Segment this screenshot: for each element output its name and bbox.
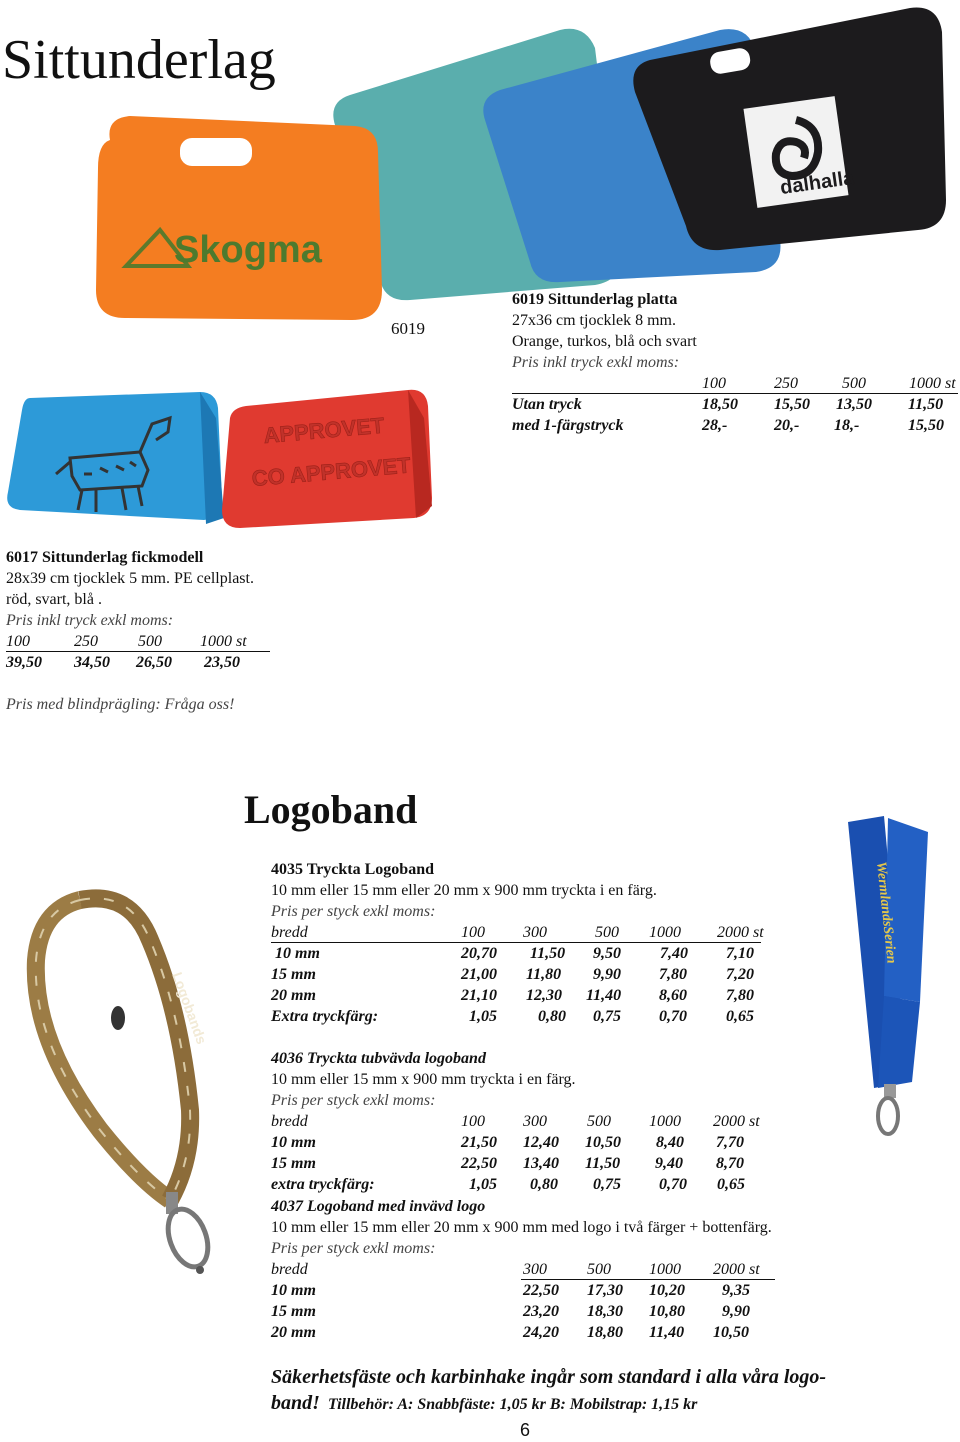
col-header: 300 <box>523 924 547 941</box>
product-4036-title: 4036 Tryckta tubvävda logoband <box>271 1050 486 1067</box>
cell: 13,40 <box>523 1155 559 1172</box>
product-6017-colors: röd, svart, blå . <box>6 591 102 608</box>
cell: 39,50 <box>6 654 42 671</box>
product-4037-desc: 10 mm eller 15 mm eller 20 mm x 900 mm med logo i två färger + bottenfärg. <box>271 1219 772 1236</box>
footer-line2 <box>271 1390 697 1418</box>
cell: 23,50 <box>204 654 240 671</box>
cell: 11,80 <box>526 966 562 983</box>
row-label: 10 mm <box>271 1134 316 1151</box>
product-4037-price-note: Pris per styck exkl moms: <box>271 1240 436 1257</box>
footer-standard-note: Säkerhetsfäste och karbinhake ingår som standard i alla våra logo- <box>271 1366 827 1388</box>
cell: 0,65 <box>717 1176 745 1193</box>
cell: 18,30 <box>587 1303 623 1320</box>
col-header: 1000 <box>649 1261 681 1278</box>
cell: 8,60 <box>659 987 687 1004</box>
product-6019-price-note: Pris inkl tryck exkl moms: <box>512 354 680 371</box>
cell: 20,70 <box>461 945 497 962</box>
col-header: bredd <box>271 1261 308 1278</box>
cell: 15,50 <box>908 417 944 434</box>
product-6017-title: 6017 Sittunderlag fickmodell <box>6 549 204 566</box>
row-label: 15 mm <box>271 1155 316 1172</box>
cell: 9,90 <box>593 966 621 983</box>
cell: 10,80 <box>649 1303 685 1320</box>
cell: 10,50 <box>585 1134 621 1151</box>
pocket-pads-image <box>0 378 440 538</box>
tan-lanyard-image <box>20 880 250 1280</box>
cell: 8,40 <box>656 1134 684 1151</box>
price-table-6019-header <box>512 373 960 394</box>
col-header: 1000 st <box>909 375 956 392</box>
table-row <box>271 1322 791 1343</box>
col-header: 2000 st <box>713 1113 760 1130</box>
cell: 1,05 <box>469 1008 497 1025</box>
dalhalla-logo-text: dalhalla <box>778 166 856 200</box>
cell: 23,20 <box>523 1303 559 1320</box>
cell: 11,50 <box>530 945 566 962</box>
cell: 12,40 <box>523 1134 559 1151</box>
row-label: 20 mm <box>271 1324 316 1341</box>
seat-pads-image <box>80 0 960 330</box>
product-6019-colors: Orange, turkos, blå och svart <box>512 333 697 350</box>
blue-lanyard-image <box>828 812 958 1142</box>
col-header: 100 <box>461 924 485 941</box>
cell: 17,30 <box>587 1282 623 1299</box>
col-header: 100 <box>6 633 30 650</box>
table-row <box>512 394 960 415</box>
cell: 13,50 <box>836 396 872 413</box>
cell: 28,- <box>702 417 728 434</box>
price-table-6017-header <box>6 631 276 652</box>
col-header: bredd <box>271 924 308 941</box>
col-header: 2000 st <box>713 1261 760 1278</box>
page-number: 6 <box>520 1420 531 1440</box>
row-label: 15 mm <box>271 966 316 983</box>
cell: 22,50 <box>461 1155 497 1172</box>
cell: 0,70 <box>659 1008 687 1025</box>
col-header: 300 <box>523 1113 547 1130</box>
cell: 21,10 <box>461 987 497 1004</box>
row-label: Extra tryckfärg: <box>271 1008 379 1025</box>
col-header: 500 <box>587 1261 611 1278</box>
table-row <box>271 1280 791 1301</box>
cell: 11,40 <box>649 1324 685 1341</box>
cell: 26,50 <box>136 654 172 671</box>
cell: 7,10 <box>726 945 754 962</box>
blind-embossing-note: Pris med blindprägling: Fråga oss! <box>6 696 235 713</box>
table-row <box>271 964 791 985</box>
product-4036-price-note: Pris per styck exkl moms: <box>271 1092 436 1109</box>
cell: 15,50 <box>774 396 810 413</box>
footer-accessories: Tillbehör: A: Snabbfäste: 1,05 kr B: Mobilstrap: 1,15 kr <box>327 1396 698 1413</box>
cell: 7,20 <box>726 966 754 983</box>
product-6017-price-note: Pris inkl tryck exkl moms: <box>6 612 174 629</box>
cell: 0,75 <box>593 1176 621 1193</box>
table-row <box>6 652 276 673</box>
col-header: 300 <box>523 1261 547 1278</box>
row-label: 10 mm <box>275 945 320 962</box>
cell: 0,80 <box>530 1176 558 1193</box>
cell: 0,65 <box>726 1008 754 1025</box>
row-label: 10 mm <box>271 1282 316 1299</box>
product-6019-size: 27x36 cm tjocklek 8 mm. <box>512 312 676 329</box>
col-header: 500 <box>138 633 162 650</box>
table-row <box>271 1006 791 1027</box>
product-4035-price-note: Pris per styck exkl moms: <box>271 903 436 920</box>
product-4035-desc: 10 mm eller 15 mm eller 20 mm x 900 mm tryckta i en färg. <box>271 882 657 899</box>
col-header: 500 <box>587 1113 611 1130</box>
product-6019-title: 6019 Sittunderlag platta <box>512 291 678 308</box>
emboss-text: APPROVET <box>262 412 386 449</box>
cell: 24,20 <box>523 1324 559 1341</box>
emboss-text: CO APPROVET <box>250 452 412 492</box>
cell: 21,50 <box>461 1134 497 1151</box>
product-4037-title: 4037 Logoband med invävd logo <box>271 1198 486 1215</box>
cell: 21,00 <box>461 966 497 983</box>
row-label: 15 mm <box>271 1303 316 1320</box>
table-row <box>271 1174 791 1195</box>
cell: 7,40 <box>660 945 688 962</box>
price-table-4037-header <box>271 1259 791 1280</box>
cell: 1,05 <box>469 1176 497 1193</box>
product-code-6019: 6019 <box>391 319 425 338</box>
cell: 9,40 <box>655 1155 683 1172</box>
table-row <box>512 415 960 436</box>
cell: 0,70 <box>659 1176 687 1193</box>
col-header: bredd <box>271 1113 308 1130</box>
table-row <box>271 1153 791 1174</box>
row-label: med 1-färgstryck <box>512 417 624 434</box>
product-4035-title: 4035 Tryckta Logoband <box>271 861 434 878</box>
skogma-logo-text: Skogma <box>174 229 322 271</box>
price-table-4035-header <box>271 922 791 943</box>
cell: 0,75 <box>593 1008 621 1025</box>
col-header: 500 <box>595 924 619 941</box>
cell: 9,50 <box>593 945 621 962</box>
product-6017-size: 28x39 cm tjocklek 5 mm. PE cellplast. <box>6 570 254 587</box>
col-header: 250 <box>74 633 98 650</box>
col-header: 2000 st <box>717 924 764 941</box>
row-label: 20 mm <box>271 987 316 1004</box>
col-header: 1000 <box>649 1113 681 1130</box>
cell: 7,70 <box>716 1134 744 1151</box>
product-4036-desc: 10 mm eller 15 mm x 900 mm tryckta i en färg. <box>271 1071 576 1088</box>
row-label: extra tryckfärg: <box>271 1176 375 1193</box>
col-header: 250 <box>774 375 798 392</box>
table-row <box>271 1132 791 1153</box>
cell: 12,30 <box>526 987 562 1004</box>
cell: 20,- <box>774 417 800 434</box>
lanyard-print-text: Logobands <box>169 969 210 1047</box>
cell: 11,50 <box>585 1155 621 1172</box>
cell: 10,20 <box>649 1282 685 1299</box>
cell: 0,80 <box>538 1008 566 1025</box>
cell: 18,50 <box>702 396 738 413</box>
table-row <box>271 1301 791 1322</box>
cell: 22,50 <box>523 1282 559 1299</box>
cell: 34,50 <box>74 654 110 671</box>
price-table-4036-header <box>271 1111 791 1132</box>
table-row <box>271 985 791 1006</box>
cell: 11,40 <box>586 987 622 1004</box>
cell: 7,80 <box>726 987 754 1004</box>
col-header: 500 <box>842 375 866 392</box>
cell: 11,50 <box>908 396 944 413</box>
cell: 7,80 <box>659 966 687 983</box>
lanyard-print-text: WermlandsSerien <box>872 860 899 965</box>
col-header: 100 <box>461 1113 485 1130</box>
cell: 10,50 <box>713 1324 749 1341</box>
cell: 9,35 <box>722 1282 750 1299</box>
page-title: Sittunderlag <box>2 29 276 91</box>
col-header: 100 <box>702 375 726 392</box>
col-header: 1000 st <box>200 633 247 650</box>
cell: 18,- <box>834 417 860 434</box>
cell: 8,70 <box>716 1155 744 1172</box>
table-row <box>271 943 791 964</box>
section-title-logoband: Logoband <box>244 787 418 832</box>
row-label: Utan tryck <box>512 396 582 413</box>
col-header: 1000 <box>649 924 681 941</box>
cell: 18,80 <box>587 1324 623 1341</box>
footer-band-word: band! <box>271 1392 320 1414</box>
cell: 9,90 <box>722 1303 750 1320</box>
